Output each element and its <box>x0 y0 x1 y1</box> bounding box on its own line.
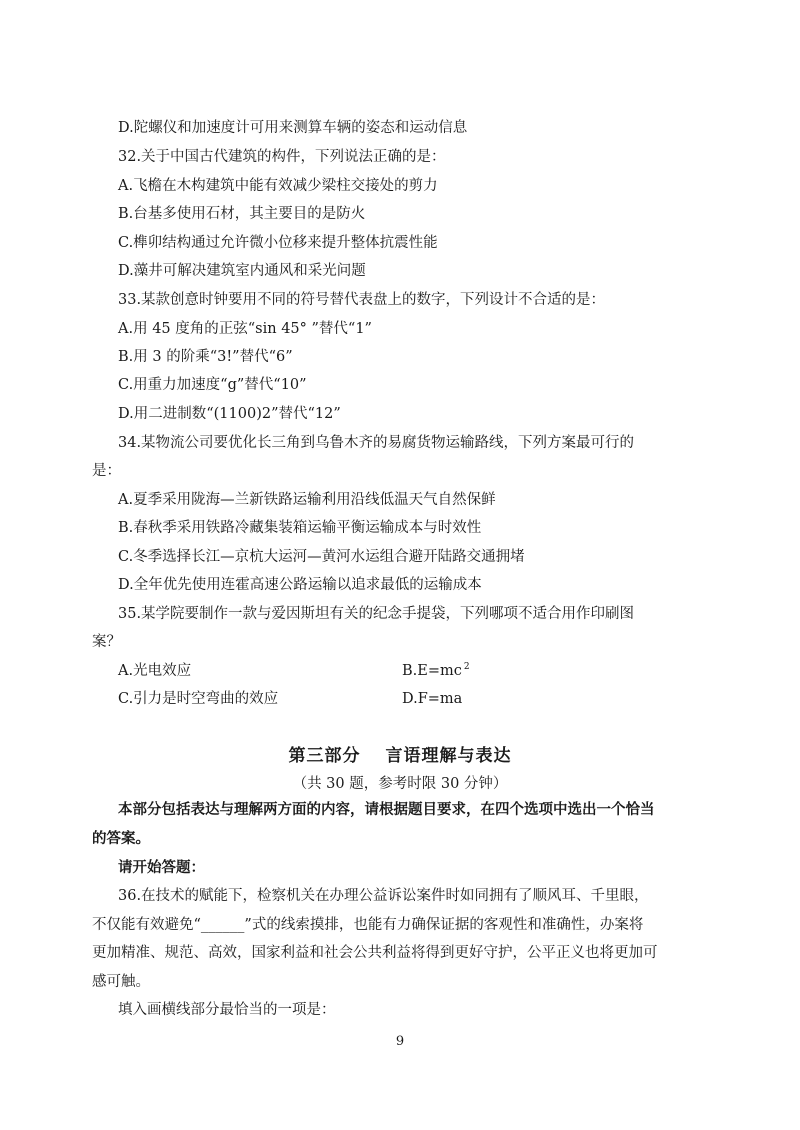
q33-option-b: B.用 3 的阶乘“3!”替代“6” <box>118 349 293 365</box>
q31-option-d: D.陀螺仪和加速度计可用来测算车辆的姿态和运动信息 <box>118 120 468 136</box>
section-title: 第三部分 言语理解与表达 <box>288 746 512 766</box>
section-subtitle: （共 30 题，参考时限 30 分钟） <box>292 776 508 792</box>
q33-stem: 33.某款创意时钟要用不同的符号替代表盘上的数字，下列设计不合适的是： <box>118 292 606 308</box>
q36-prompt: 填入画横线部分最恰当的一项是： <box>118 1002 336 1018</box>
q33-option-a: A.用 45 度角的正弦“sin 45° ”替代“1” <box>118 321 372 337</box>
q35-option-a: A.光电效应 <box>118 663 192 679</box>
q36-line1: 36.在技术的赋能下，检察机关在办理公益诉讼案件时如同拥有了顺风耳、千里眼， <box>118 888 649 904</box>
section-instruction-line1: 本部分包括表达与理解两方面的内容，请根据题目要求，在四个选项中选出一个恰当 <box>118 802 655 818</box>
q32-option-b: B.台基多使用石材，其主要目的是防火 <box>118 206 366 222</box>
q32-option-c: C.榫卯结构通过允许微小位移来提升整体抗震性能 <box>118 235 438 251</box>
q34-option-c: C.冬季选择长江—京杭大运河—黄河水运组合避开陆路交通拥堵 <box>118 549 525 565</box>
q32-stem: 32.关于中国古代建筑的构件，下列说法正确的是： <box>118 149 446 165</box>
q35-option-b-text: B.E=mc <box>402 663 462 679</box>
q34-option-a: A.夏季采用陇海—兰新铁路运输利用沿线低温天气自然保鲜 <box>118 492 496 508</box>
q35-option-d: D.F=ma <box>402 691 463 707</box>
q33-option-d: D.用二进制数“(1100)2”替代“12” <box>118 406 341 422</box>
page-number: 9 <box>395 1034 405 1049</box>
q35-option-b <box>402 661 470 683</box>
q36-line3: 更加精准、规范、高效，国家利益和社会公共利益将得到更好守护，公平正义也将更加可 <box>92 945 658 961</box>
q34-stem-line2: 是： <box>92 463 121 479</box>
start-answering-label: 请开始答题： <box>118 860 205 876</box>
q34-stem-line1: 34.某物流公司要优化长三角到乌鲁木齐的易腐货物运输路线，下列方案最可行的 <box>118 435 635 451</box>
q34-option-d: D.全年优先使用连霍高速公路运输以追求最低的运输成本 <box>118 577 482 593</box>
q32-option-a: A.飞檐在木构建筑中能有效减少梁柱交接处的剪力 <box>118 178 438 194</box>
q35-option-b-superscript: 2 <box>463 662 470 672</box>
q35-stem-line2: 案？ <box>92 634 121 650</box>
q35-stem-line1: 35.某学院要制作一款与爱因斯坦有关的纪念手提袋，下列哪项不适合用作印刷图 <box>118 606 635 622</box>
q32-option-d: D.藻井可解决建筑室内通风和采光问题 <box>118 263 366 279</box>
q35-option-c: C.引力是时空弯曲的效应 <box>118 691 279 707</box>
q36-line4: 感可触。 <box>92 974 150 990</box>
q33-option-c: C.用重力加速度“g”替代“10” <box>118 377 307 393</box>
q36-line2: 不仅能有效避免“______”式的线索摸排，也能有力确保证据的客观性和准确性，办案将 <box>92 917 644 933</box>
section-instruction-line2: 的答案。 <box>92 831 150 847</box>
q34-option-b: B.春秋季采用铁路冷藏集装箱运输平衡运输成本与时效性 <box>118 520 482 536</box>
